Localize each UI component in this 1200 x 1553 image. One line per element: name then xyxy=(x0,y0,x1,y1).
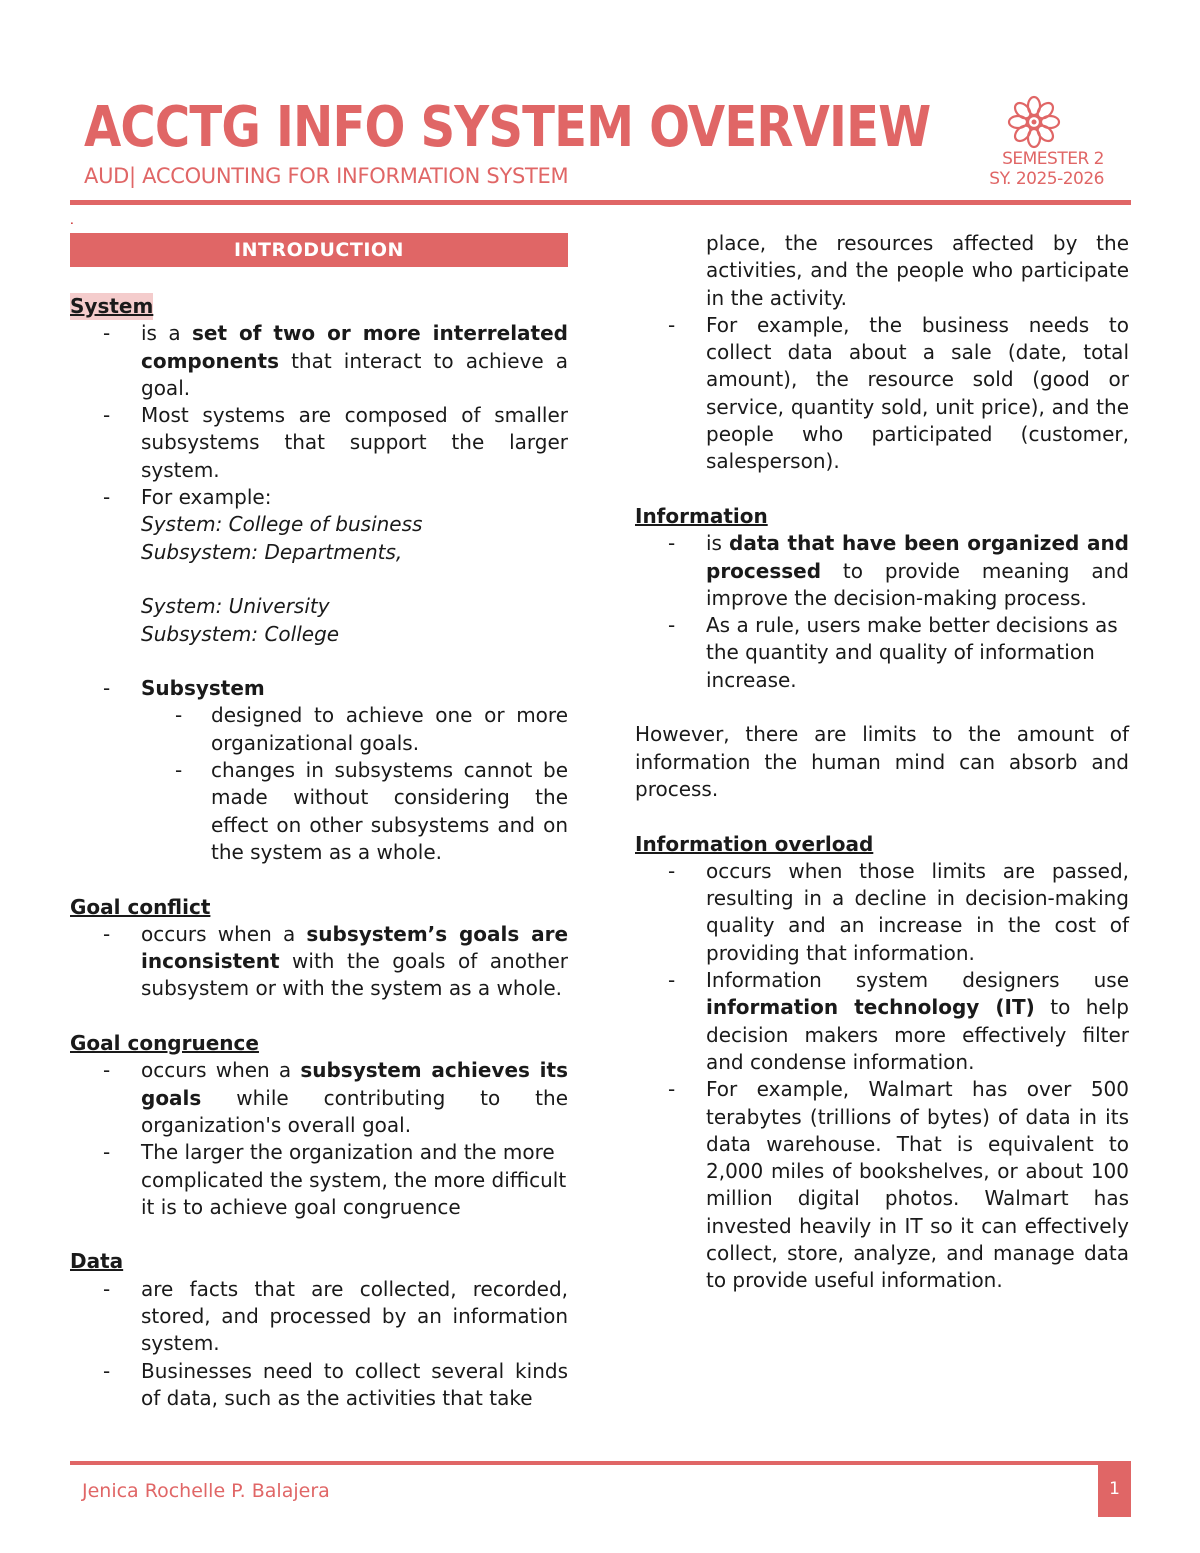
semester-label: SEMESTER 2 xyxy=(1002,149,1104,169)
footer-author: Jenica Rochelle P. Balajera xyxy=(82,1480,330,1502)
page-subtitle: AUD| ACCOUNTING FOR INFORMATION SYSTEM xyxy=(84,164,569,188)
heading-goal-congruence: Goal congruence xyxy=(70,1031,259,1056)
page-number-box xyxy=(1098,1465,1131,1517)
left-column xyxy=(70,233,568,1412)
heading-goal-conflict: Goal conflict xyxy=(70,894,211,919)
flower-icon xyxy=(1007,95,1061,149)
list-item: - Businesses need to collect several kinds of data, such as the activities that take xyxy=(70,1358,568,1413)
page-title: ACCTG INFO SYSTEM OVERVIEW xyxy=(84,95,931,160)
semester-info xyxy=(989,149,1104,189)
data-list xyxy=(70,1276,568,1412)
page-number: 1 xyxy=(1109,1479,1120,1499)
list-item: - is data that have been organized and processed to provide meaning and improve the decision-making process. xyxy=(635,530,1129,612)
subsystem-list xyxy=(70,675,568,702)
header-divider xyxy=(70,200,1131,205)
example-line: System: College of business xyxy=(141,512,423,537)
school-year-label: SY. 2025-2026 xyxy=(989,169,1104,189)
list-item: - occurs when a subsystem’s goals are inconsistent with the goals of another subsystem or with the system as a whole. xyxy=(70,921,568,1003)
heading-system: System xyxy=(70,293,153,320)
example-line: Subsystem: College xyxy=(141,621,340,646)
example-line: Subsystem: Departments, xyxy=(141,539,403,564)
right-column xyxy=(635,230,1129,1295)
list-item: - For example: System: College of business Subsystem: Departments, System: University Subsystem: College xyxy=(70,484,568,648)
data-item-continued: place, the resources affected by the activities, and the people who participate in the activity. xyxy=(706,231,1129,310)
list-item: - are facts that are collected, recorded, stored, and processed by an information system. xyxy=(70,1276,568,1358)
section-title-introduction: INTRODUCTION xyxy=(70,233,568,267)
list-item: - Information system designers use information technology (IT) to help decision makers more effectively filter and condense information. xyxy=(635,967,1129,1076)
list-item: - is a set of two or more interrelated components that interact to achieve a goal. xyxy=(70,320,568,402)
heading-information-overload: Information overload xyxy=(635,831,874,856)
however-paragraph: However, there are limits to the amount of information the human mind can absorb and process. xyxy=(635,722,1129,801)
list-item: - As a rule, users make better decisions as the quantity and quality of information increase. xyxy=(635,612,1129,694)
information-list xyxy=(635,530,1129,694)
example-line: System: University xyxy=(141,594,330,619)
goal-congruence-list xyxy=(70,1057,568,1221)
subsystem-sublist xyxy=(141,702,568,866)
stray-marker: . xyxy=(70,213,74,227)
list-item: - The larger the organization and the more complicated the system, the more difficult it is to achieve goal congruence xyxy=(70,1139,568,1221)
list-item: - Most systems are composed of smaller subsystems that support the larger system. xyxy=(70,402,568,484)
list-item: - occurs when a subsystem achieves its goals while contributing to the organization's overall goal. xyxy=(70,1057,568,1139)
list-item: - For example, Walmart has over 500 terabytes (trillions of bytes) of data in its data warehouse. That is equivalent to 2,000 miles of bookshelves, or about 100 million digital photos. Walmart has invested heavily in IT so it can effectively collect, store, analyze, and manage data to provide useful information. xyxy=(635,1076,1129,1294)
list-item: - occurs when those limits are passed, resulting in a decline in decision-making quality and an increase in the cost of providing that information. xyxy=(635,858,1129,967)
list-item: - For example, the business needs to collect data about a sale (date, total amount), the resource sold (good or service, quantity sold, unit price), and the people who participated (customer, salesperson). xyxy=(635,312,1129,476)
list-item: - designed to achieve one or more organizational goals. xyxy=(141,702,568,757)
list-item: - changes in subsystems cannot be made without considering the effect on other subsystems and on the system as a whole. xyxy=(141,757,568,866)
system-list xyxy=(70,320,568,648)
subsystem-label: Subsystem xyxy=(141,676,265,701)
footer-divider xyxy=(70,1461,1131,1465)
list-item xyxy=(70,675,568,702)
goal-conflict-list xyxy=(70,921,568,1003)
data-list-continued xyxy=(635,312,1129,476)
overload-list xyxy=(635,858,1129,1295)
heading-data: Data xyxy=(70,1249,124,1274)
heading-information: Information xyxy=(635,503,768,528)
